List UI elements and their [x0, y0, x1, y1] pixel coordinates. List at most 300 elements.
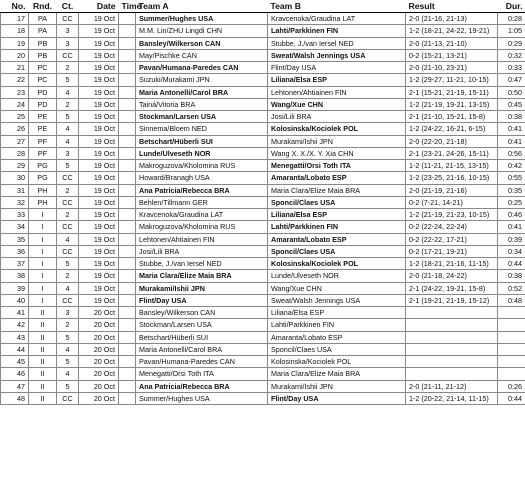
- table-row: [1, 25, 525, 37]
- table-row: [1, 13, 525, 25]
- header-court: Ct.: [57, 0, 79, 13]
- cell-duration: 0:38: [498, 270, 525, 282]
- cell-court: CC: [57, 196, 79, 208]
- cell-match-number: 19: [1, 37, 29, 49]
- cell-team-a: Makroguzova/Kholomina RUS: [136, 160, 268, 172]
- cell-time: [119, 356, 136, 368]
- cell-round: PD: [29, 98, 57, 110]
- cell-round: II: [29, 368, 57, 380]
- cell-team-b: Sponcil/Claes USA: [268, 245, 406, 257]
- cell-time: [119, 331, 136, 343]
- cell-round: I: [29, 209, 57, 221]
- cell-result: 2-1 (24-22, 19-21, 15-8): [406, 282, 498, 294]
- cell-duration: 0:41: [498, 123, 525, 135]
- cell-team-b: Sweat/Walsh Jennings USA: [268, 49, 406, 61]
- cell-round: PB: [29, 37, 57, 49]
- cell-result: 2-0 (21-13, 21-10): [406, 37, 498, 49]
- table-row: [1, 331, 525, 343]
- cell-team-b: Amaranta/Lobato ESP: [268, 172, 406, 184]
- cell-result: 0-2 (22-22, 17-21): [406, 233, 498, 245]
- cell-date: 19 Oct: [79, 221, 119, 233]
- table-row: [1, 282, 525, 294]
- cell-court: 4: [57, 135, 79, 147]
- cell-duration: 0:55: [498, 172, 525, 184]
- cell-result: 1-2 (18-21, 21-16, 11-15): [406, 258, 498, 270]
- cell-result: 2-0 (21-18, 24-22): [406, 270, 498, 282]
- cell-duration: 0:47: [498, 74, 525, 86]
- cell-court: 3: [57, 147, 79, 159]
- cell-result: [406, 331, 498, 343]
- cell-team-b: Murakami/Ishii JPN: [268, 135, 406, 147]
- cell-team-a: Flint/Day USA: [136, 294, 268, 306]
- cell-result: 1-2 (21-19, 21-23, 10-15): [406, 209, 498, 221]
- cell-date: 20 Oct: [79, 331, 119, 343]
- cell-duration: [498, 343, 525, 355]
- cell-court: CC: [57, 294, 79, 306]
- cell-result: 2-1 (21-10, 15-21, 15-8): [406, 111, 498, 123]
- cell-match-number: 20: [1, 49, 29, 61]
- cell-round: PD: [29, 86, 57, 98]
- cell-round: PE: [29, 123, 57, 135]
- cell-team-a: Maria Clara/Elize Maia BRA: [136, 270, 268, 282]
- cell-court: 5: [57, 331, 79, 343]
- cell-team-a: Behlen/Tillmann GER: [136, 196, 268, 208]
- cell-team-a: Betschart/Hüberli SUI: [136, 331, 268, 343]
- cell-result: 1-2 (23-25, 21-16, 10-15): [406, 172, 498, 184]
- cell-match-number: 37: [1, 258, 29, 270]
- cell-team-b: Wang X. X./X. Y. Xia CHN: [268, 147, 406, 159]
- cell-time: [119, 307, 136, 319]
- cell-result: 2-1 (23-21, 24-26, 15-11): [406, 147, 498, 159]
- cell-duration: 0:26: [498, 380, 525, 392]
- cell-match-number: 30: [1, 172, 29, 184]
- cell-duration: 0:39: [498, 233, 525, 245]
- cell-team-a: Menegatti/Orsi Toth ITA: [136, 368, 268, 380]
- cell-duration: 0:34: [498, 245, 525, 257]
- cell-duration: 1:05: [498, 25, 525, 37]
- cell-team-a: Stockman/Larsen USA: [136, 319, 268, 331]
- cell-date: 19 Oct: [79, 25, 119, 37]
- table-row: [1, 233, 525, 245]
- cell-match-number: 42: [1, 319, 29, 331]
- table-row: [1, 147, 525, 159]
- cell-court: 2: [57, 62, 79, 74]
- cell-date: 19 Oct: [79, 245, 119, 257]
- cell-team-b: Menegatti/Orsi Toth ITA: [268, 160, 406, 172]
- cell-round: PA: [29, 13, 57, 25]
- cell-date: 19 Oct: [79, 123, 119, 135]
- cell-team-b: Lahti/Parkkinen FIN: [268, 319, 406, 331]
- cell-match-number: 33: [1, 209, 29, 221]
- table-row: [1, 356, 525, 368]
- cell-result: 1-2 (20-22, 21-14, 11-15): [406, 392, 498, 404]
- cell-team-b: Maria Clara/Elize Maia BRA: [268, 184, 406, 196]
- cell-duration: 0:46: [498, 209, 525, 221]
- cell-result: 1-2 (24-22, 16-21, 6-15): [406, 123, 498, 135]
- cell-result: 1-2 (18-21, 24-22, 19-21): [406, 25, 498, 37]
- cell-match-number: 24: [1, 98, 29, 110]
- cell-round: PH: [29, 184, 57, 196]
- table-row: [1, 380, 525, 392]
- cell-result: 2-0 (22-20, 21-18): [406, 135, 498, 147]
- cell-court: 5: [57, 160, 79, 172]
- cell-team-b: Wang/Xue CHN: [268, 98, 406, 110]
- cell-date: 19 Oct: [79, 270, 119, 282]
- table-row: [1, 368, 525, 380]
- cell-round: PG: [29, 172, 57, 184]
- cell-match-number: 35: [1, 233, 29, 245]
- cell-time: [119, 258, 136, 270]
- cell-team-b: Flint/Day USA: [268, 392, 406, 404]
- cell-round: II: [29, 331, 57, 343]
- cell-court: 5: [57, 356, 79, 368]
- cell-result: 2-1 (19-21, 21-19, 15-12): [406, 294, 498, 306]
- cell-duration: [498, 331, 525, 343]
- cell-duration: [498, 368, 525, 380]
- cell-team-a: Tainá/Vitoria BRA: [136, 98, 268, 110]
- cell-date: 19 Oct: [79, 49, 119, 61]
- cell-duration: 0:25: [498, 196, 525, 208]
- cell-team-a: Makroguzova/Kholomina RUS: [136, 221, 268, 233]
- cell-team-a: Sinnema/Bloem NED: [136, 123, 268, 135]
- cell-match-number: 18: [1, 25, 29, 37]
- cell-court: 2: [57, 184, 79, 196]
- cell-duration: 0:38: [498, 111, 525, 123]
- cell-team-a: Ana Patricia/Rebecca BRA: [136, 380, 268, 392]
- cell-time: [119, 160, 136, 172]
- cell-time: [119, 74, 136, 86]
- cell-team-a: M.M. Lin/ZHU Lingdi CHN: [136, 25, 268, 37]
- cell-court: 5: [57, 111, 79, 123]
- cell-match-number: 47: [1, 380, 29, 392]
- cell-duration: 0:32: [498, 49, 525, 61]
- cell-duration: [498, 319, 525, 331]
- cell-round: II: [29, 319, 57, 331]
- cell-result: 2-0 (21-16, 21-13): [406, 13, 498, 25]
- cell-team-a: May/Pischke CAN: [136, 49, 268, 61]
- cell-team-b: Lehtonen/Ahtiainen FIN: [268, 86, 406, 98]
- cell-team-b: Liliana/Elsa ESP: [268, 74, 406, 86]
- cell-round: I: [29, 245, 57, 257]
- cell-time: [119, 172, 136, 184]
- cell-time: [119, 98, 136, 110]
- cell-date: 19 Oct: [79, 233, 119, 245]
- cell-team-a: Maria Antonelli/Carol BRA: [136, 343, 268, 355]
- cell-time: [119, 368, 136, 380]
- cell-match-number: 39: [1, 282, 29, 294]
- cell-team-b: Kolosinska/Kociolek POL: [268, 356, 406, 368]
- cell-court: CC: [57, 172, 79, 184]
- table-row: [1, 307, 525, 319]
- cell-duration: 0:50: [498, 86, 525, 98]
- cell-date: 20 Oct: [79, 380, 119, 392]
- cell-date: 20 Oct: [79, 368, 119, 380]
- cell-team-b: Murakami/Ishii JPN: [268, 380, 406, 392]
- table-row: [1, 319, 525, 331]
- cell-time: [119, 380, 136, 392]
- cell-round: I: [29, 233, 57, 245]
- cell-match-number: 38: [1, 270, 29, 282]
- cell-time: [119, 184, 136, 196]
- cell-team-a: Suzuki/Murakami JPN: [136, 74, 268, 86]
- cell-duration: 0:33: [498, 62, 525, 74]
- cell-date: 19 Oct: [79, 294, 119, 306]
- cell-round: PG: [29, 160, 57, 172]
- cell-time: [119, 343, 136, 355]
- cell-result: 2-0 (21-19, 21-16): [406, 184, 498, 196]
- cell-result: [406, 343, 498, 355]
- cell-team-a: Bansley/Wilkerson CAN: [136, 37, 268, 49]
- cell-time: [119, 111, 136, 123]
- cell-date: 19 Oct: [79, 147, 119, 159]
- cell-match-number: 43: [1, 331, 29, 343]
- cell-result: 2-0 (21-10, 23-21): [406, 62, 498, 74]
- cell-result: 0-2 (22-24, 22-24): [406, 221, 498, 233]
- cell-match-number: 48: [1, 392, 29, 404]
- cell-round: I: [29, 282, 57, 294]
- table-row: [1, 74, 525, 86]
- table-row: [1, 172, 525, 184]
- cell-time: [119, 147, 136, 159]
- cell-time: [119, 49, 136, 61]
- cell-round: I: [29, 221, 57, 233]
- cell-date: 20 Oct: [79, 319, 119, 331]
- cell-team-b: Sponcil/Claes USA: [268, 196, 406, 208]
- cell-time: [119, 135, 136, 147]
- cell-result: [406, 319, 498, 331]
- cell-time: [119, 245, 136, 257]
- cell-team-b: Flint/Day USA: [268, 62, 406, 74]
- cell-court: 4: [57, 343, 79, 355]
- cell-round: PF: [29, 147, 57, 159]
- cell-duration: 0:44: [498, 258, 525, 270]
- table-row: [1, 270, 525, 282]
- cell-match-number: 41: [1, 307, 29, 319]
- cell-match-number: 46: [1, 368, 29, 380]
- cell-team-b: Maria Clara/Elize Maia BRA: [268, 368, 406, 380]
- cell-team-b: Kolosinska/Kociolek POL: [268, 258, 406, 270]
- table-row: [1, 111, 525, 123]
- table-row: [1, 245, 525, 257]
- cell-result: 1-2 (29-27, 11-21, 10-15): [406, 74, 498, 86]
- cell-round: PB: [29, 49, 57, 61]
- cell-date: 20 Oct: [79, 392, 119, 404]
- cell-time: [119, 270, 136, 282]
- cell-court: 2: [57, 319, 79, 331]
- header-no: No.: [1, 0, 29, 13]
- cell-team-b: Josi/Lili BRA: [268, 111, 406, 123]
- cell-court: CC: [57, 13, 79, 25]
- cell-result: 0-2 (7-21, 14-21): [406, 196, 498, 208]
- cell-team-a: Ana Patricia/Rebecca BRA: [136, 184, 268, 196]
- cell-date: 19 Oct: [79, 86, 119, 98]
- table-row: [1, 49, 525, 61]
- table-row: [1, 209, 525, 221]
- cell-match-number: 32: [1, 196, 29, 208]
- cell-court: 2: [57, 98, 79, 110]
- cell-date: 19 Oct: [79, 172, 119, 184]
- cell-time: [119, 196, 136, 208]
- cell-duration: 0:42: [498, 160, 525, 172]
- cell-match-number: 17: [1, 13, 29, 25]
- cell-duration: 0:52: [498, 282, 525, 294]
- cell-round: PC: [29, 62, 57, 74]
- table-row: [1, 184, 525, 196]
- cell-match-number: 36: [1, 245, 29, 257]
- header-round: Rnd.: [29, 0, 57, 13]
- cell-time: [119, 37, 136, 49]
- cell-result: 1-2 (11-21, 21-15, 13-15): [406, 160, 498, 172]
- cell-court: CC: [57, 221, 79, 233]
- table-row: [1, 258, 525, 270]
- cell-result: 2-0 (21-11, 21-12): [406, 380, 498, 392]
- cell-team-b: Lahti/Parkkinen FIN: [268, 25, 406, 37]
- cell-result: 0-2 (17-21, 19-21): [406, 245, 498, 257]
- cell-round: II: [29, 392, 57, 404]
- cell-court: 2: [57, 209, 79, 221]
- cell-team-a: Josi/Lili BRA: [136, 245, 268, 257]
- cell-team-a: Lehtonen/Ahtiainen FIN: [136, 233, 268, 245]
- cell-court: 4: [57, 282, 79, 294]
- cell-time: [119, 86, 136, 98]
- cell-court: 4: [57, 368, 79, 380]
- cell-team-b: Kravcenoka/Graudina LAT: [268, 13, 406, 25]
- cell-team-a: Stubbe, J./van Iersel NED: [136, 258, 268, 270]
- cell-date: 19 Oct: [79, 184, 119, 196]
- cell-court: 3: [57, 37, 79, 49]
- cell-result: 0-2 (15-21, 13-21): [406, 49, 498, 61]
- cell-match-number: 28: [1, 147, 29, 159]
- cell-team-b: Stubbe, J./van Iersel NED: [268, 37, 406, 49]
- cell-team-a: Howard/Branagh USA: [136, 172, 268, 184]
- cell-duration: 0:28: [498, 13, 525, 25]
- table-row: [1, 37, 525, 49]
- cell-match-number: 31: [1, 184, 29, 196]
- cell-court: CC: [57, 49, 79, 61]
- table-row: [1, 62, 525, 74]
- table-row: [1, 294, 525, 306]
- cell-round: PC: [29, 74, 57, 86]
- cell-team-b: Amaranta/Lobato ESP: [268, 331, 406, 343]
- cell-team-b: Sponcil/Claes USA: [268, 343, 406, 355]
- cell-team-b: Wang/Xue CHN: [268, 282, 406, 294]
- cell-time: [119, 209, 136, 221]
- cell-court: 5: [57, 74, 79, 86]
- header-team-b: Team B: [268, 0, 406, 13]
- cell-team-a: Stockman/Larsen USA: [136, 111, 268, 123]
- table-row: [1, 160, 525, 172]
- cell-duration: 0:35: [498, 184, 525, 196]
- cell-date: 19 Oct: [79, 135, 119, 147]
- cell-round: II: [29, 307, 57, 319]
- table-header-row: [1, 0, 525, 13]
- cell-date: 19 Oct: [79, 111, 119, 123]
- cell-team-a: Murakami/Ishii JPN: [136, 282, 268, 294]
- cell-date: 19 Oct: [79, 62, 119, 74]
- cell-round: II: [29, 343, 57, 355]
- table-row: [1, 98, 525, 110]
- cell-result: [406, 368, 498, 380]
- cell-team-a: Summer/Hughes USA: [136, 392, 268, 404]
- table-row: [1, 123, 525, 135]
- cell-date: 19 Oct: [79, 98, 119, 110]
- cell-team-a: Betschart/Hüberli SUI: [136, 135, 268, 147]
- cell-time: [119, 319, 136, 331]
- cell-duration: 0:45: [498, 98, 525, 110]
- cell-duration: [498, 307, 525, 319]
- cell-match-number: 44: [1, 343, 29, 355]
- table-row: [1, 343, 525, 355]
- cell-date: 19 Oct: [79, 13, 119, 25]
- cell-duration: 0:41: [498, 221, 525, 233]
- cell-time: [119, 392, 136, 404]
- cell-match-number: 25: [1, 111, 29, 123]
- cell-court: 5: [57, 258, 79, 270]
- cell-time: [119, 62, 136, 74]
- cell-date: 19 Oct: [79, 37, 119, 49]
- cell-result: [406, 356, 498, 368]
- cell-date: 20 Oct: [79, 343, 119, 355]
- cell-date: 20 Oct: [79, 356, 119, 368]
- cell-duration: 0:44: [498, 392, 525, 404]
- header-team-a: Team A: [136, 0, 268, 13]
- cell-duration: 0:56: [498, 147, 525, 159]
- cell-team-a: Maria Antonelli/Carol BRA: [136, 86, 268, 98]
- cell-match-number: 45: [1, 356, 29, 368]
- cell-match-number: 27: [1, 135, 29, 147]
- cell-team-b: Amaranta/Lobato ESP: [268, 233, 406, 245]
- cell-duration: 0:48: [498, 294, 525, 306]
- cell-court: 4: [57, 233, 79, 245]
- cell-court: 5: [57, 380, 79, 392]
- table-row: [1, 196, 525, 208]
- cell-date: 20 Oct: [79, 307, 119, 319]
- cell-round: PH: [29, 196, 57, 208]
- cell-result: [406, 307, 498, 319]
- cell-match-number: 21: [1, 62, 29, 74]
- cell-team-a: Lunde/Ulveseth NOR: [136, 147, 268, 159]
- cell-team-b: Kolosinska/Kociolek POL: [268, 123, 406, 135]
- cell-court: CC: [57, 392, 79, 404]
- cell-match-number: 23: [1, 86, 29, 98]
- cell-date: 19 Oct: [79, 74, 119, 86]
- table-row: [1, 135, 525, 147]
- cell-time: [119, 13, 136, 25]
- cell-round: I: [29, 258, 57, 270]
- cell-round: PA: [29, 25, 57, 37]
- cell-court: 2: [57, 270, 79, 282]
- cell-team-b: Lahti/Parkkinen FIN: [268, 221, 406, 233]
- cell-match-number: 22: [1, 74, 29, 86]
- cell-court: 3: [57, 25, 79, 37]
- cell-duration: 0:29: [498, 37, 525, 49]
- cell-team-b: Liliana/Elsa ESP: [268, 209, 406, 221]
- cell-round: PE: [29, 111, 57, 123]
- cell-date: 19 Oct: [79, 258, 119, 270]
- cell-team-a: Pavan/Humana-Paredes CAN: [136, 356, 268, 368]
- cell-duration: [498, 356, 525, 368]
- cell-time: [119, 282, 136, 294]
- cell-team-b: Lunde/Ulveseth NOR: [268, 270, 406, 282]
- cell-team-b: Sweat/Walsh Jennings USA: [268, 294, 406, 306]
- table-row: [1, 86, 525, 98]
- table-row: [1, 221, 525, 233]
- cell-date: 19 Oct: [79, 160, 119, 172]
- cell-result: 2-1 (15-21, 21-19, 15-11): [406, 86, 498, 98]
- cell-team-a: Kravcenoka/Graudina LAT: [136, 209, 268, 221]
- cell-time: [119, 123, 136, 135]
- cell-round: I: [29, 270, 57, 282]
